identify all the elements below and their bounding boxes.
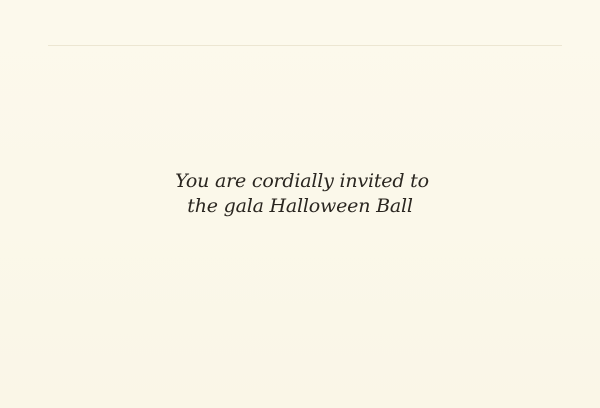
fold-line — [48, 45, 562, 46]
invitation-line-1: You are cordially invited to — [175, 170, 429, 192]
invitation-line-2: the gala Halloween Ball — [187, 195, 413, 217]
